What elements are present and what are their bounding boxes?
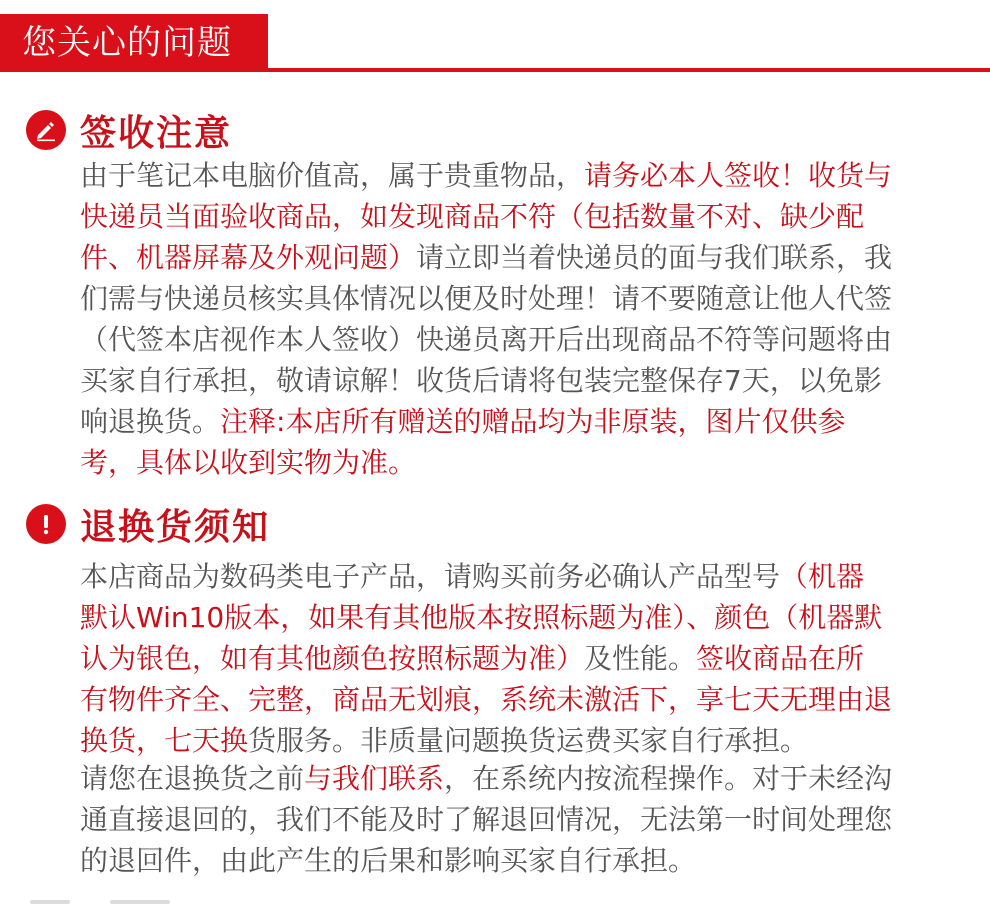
notice-emphasis: 请务必本人签收！收货与快递员当面验收商品，如发现商品不符（包括数量不对、缺少配件、机器屏幕及外观问题）	[80, 159, 893, 274]
notice-emphasis: （机器默认Win10版本，如果有其他版本按照标题为准）、颜色（机器默认为银色，如有其他颜色按照标题为准）	[80, 560, 883, 675]
contact-emphasis: 与我们联系	[304, 762, 445, 795]
notice-text: 本店商品为数码类电子产品，请购买前务必确认产品型号	[80, 560, 781, 593]
exclamation-icon	[26, 504, 66, 544]
notice-text: ，在系统内按流程操作。对于未经沟通直接退回的，我们不能及时了解退回情况，无法第一时间处理您的退回件，由此产生的后果和影响买家自行承担。	[80, 762, 893, 877]
signing-notice-paragraph	[80, 155, 900, 483]
cut-off-next-section	[0, 896, 200, 905]
notice-emphasis: 注释:本店所有赠送的赠品均为非原装，图片仅供参考，具体以收到实物为准。	[80, 405, 846, 479]
returns-notice-paragraph	[80, 556, 892, 761]
returns-contact-paragraph	[80, 758, 900, 881]
notice-text: 货服务。非质量问题换货运费买家自行承担。	[248, 724, 809, 757]
section-title-text: 签收注意	[80, 112, 233, 154]
notice-text: 请立即当着快递员的面与我们联系，我们需与快递员核实具体情况以便及时处理！请不要随意让他人代签（代签本店视作本人签收）快递员离开后出现商品不符等问题将由买家自行承担，敬请谅解！收货后请将包装完整保存7天，以免影响退换货。	[80, 241, 893, 438]
header-title: 您关心的问题	[22, 23, 232, 63]
notice-text: 请您在退换货之前	[80, 762, 305, 795]
pencil-icon	[26, 110, 66, 150]
page-header	[0, 14, 268, 72]
notice-text: 及性能。	[584, 642, 697, 675]
section-title-text: 退换货须知	[80, 506, 271, 548]
section-title-signing	[26, 106, 232, 154]
notice-text: 由于笔记本电脑价值高，属于贵重物品，	[80, 159, 585, 192]
notice-emphasis: 签收商品在所有物件齐全、完整，商品无划痕，系统未激活下，享七天无理由退换货，七天换	[80, 642, 893, 757]
section-title-returns	[26, 500, 270, 548]
header-divider	[0, 68, 990, 72]
